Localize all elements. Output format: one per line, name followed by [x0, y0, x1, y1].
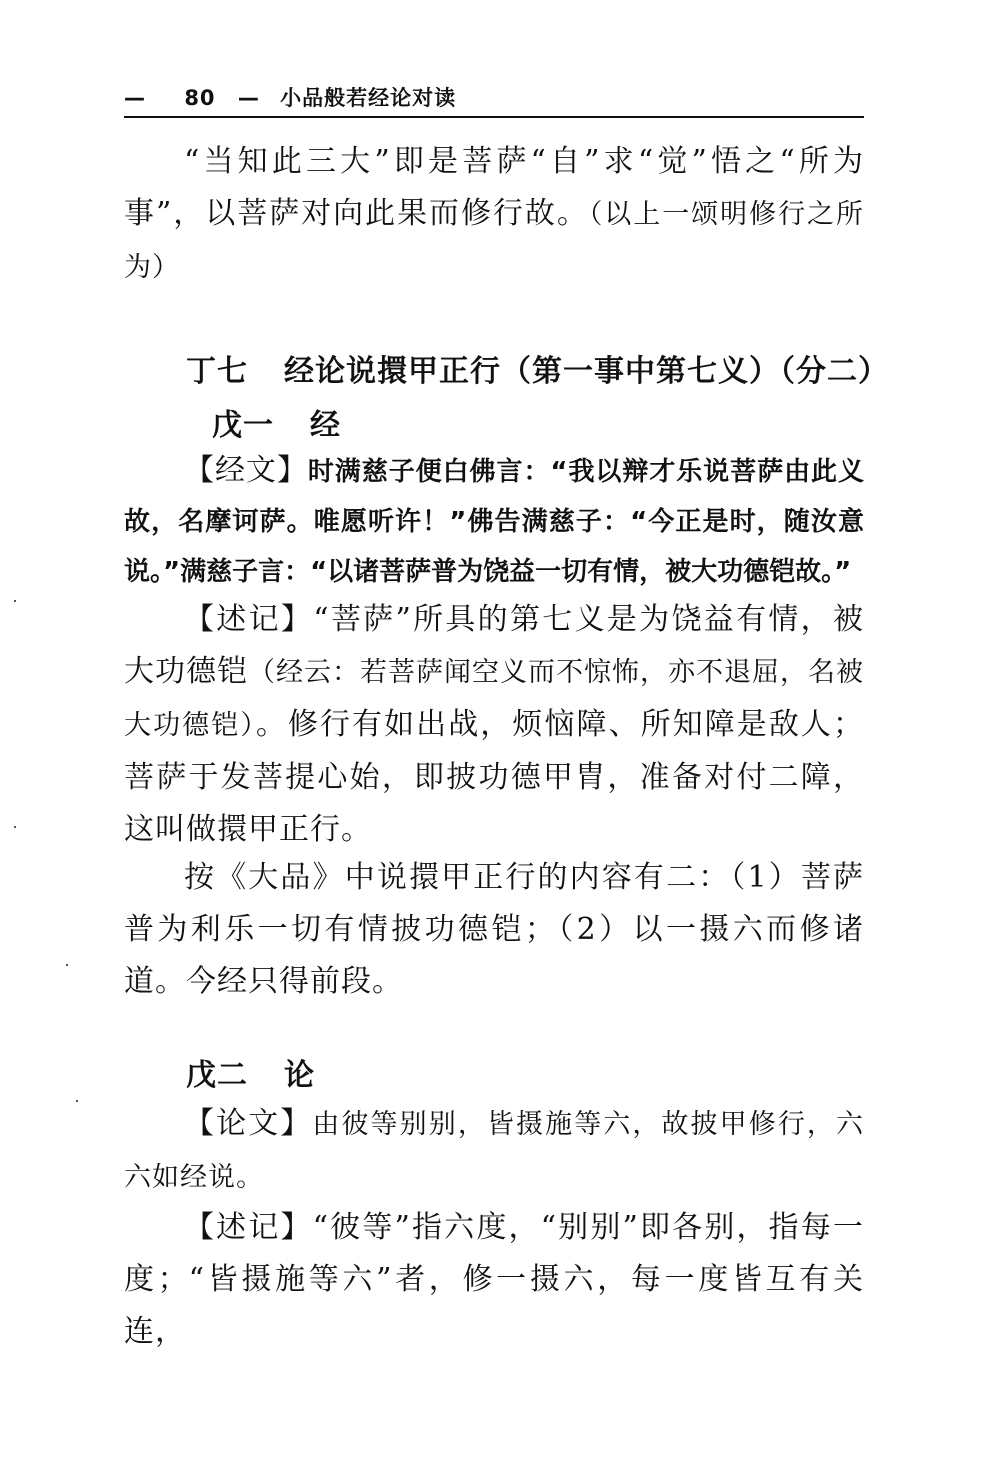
commentary-2-text: “彼等”指六度，“别别”即各别，指每一度；“皆摄施等六”者，修一摄六，每一度皆互有关连，: [124, 1210, 864, 1349]
paragraph-intro: [124, 136, 864, 294]
commentary-1-text-b: 。修行有如出战，烦恼障、所知障是敌人；菩萨于发菩提心始，即披功德甲胄，准备对付二障，这叫做擐甲正行。: [124, 707, 865, 847]
sutra-block: [124, 446, 864, 597]
header-dash-left: —: [124, 86, 146, 110]
section-heading-wu1-label: 戊一: [212, 408, 274, 443]
book-title: 小品般若经论对读: [280, 86, 457, 110]
commentary-block-1: [124, 594, 864, 856]
commentary-block-2: [124, 1202, 864, 1358]
treatise-text: 由彼等别别，皆摄施等六，故披甲修行，六六如经说。: [124, 1109, 865, 1193]
commentary-1-text-a: “菩萨”所具的第七义是为饶益有情，被大功德铠: [124, 602, 864, 689]
header-dash-right: —: [237, 86, 260, 110]
section-heading-ding7-label: 丁七: [186, 354, 248, 389]
sutra-tag: 【经文】: [184, 453, 308, 488]
paragraph-dapin: [124, 852, 864, 1008]
paragraph-dapin-text: 按《大品》中说擐甲正行的内容有二：（1）菩萨普为利乐一切有情披功德铠；（2）以一摄六而修诸道。今经只得前段。: [124, 860, 864, 999]
running-header: [124, 82, 864, 112]
section-heading-wu2-label: 戊二: [186, 1058, 248, 1093]
page-number: 80: [184, 86, 216, 110]
scan-speck: [14, 600, 16, 602]
commentary-2-tag: 【述记】: [184, 1210, 313, 1245]
treatise-block: [124, 1098, 864, 1204]
section-heading-ding7-title: 经论说擐甲正行（第一事中第七义）（分二）: [284, 354, 889, 389]
section-heading-wu1: [212, 400, 341, 444]
section-heading-wu2-title: 论: [284, 1058, 315, 1093]
scan-speck: [76, 1100, 78, 1102]
section-heading-wu1-title: 经: [310, 408, 341, 443]
sutra-text: 时满慈子便白佛言：“我以辩才乐说菩萨由此义故，名摩诃萨。唯愿听许！”佛告满慈子：“今正是时，随汝意说。”满慈子言：“以诸菩萨普为饶益一切有情，被大功德铠故。”: [124, 457, 865, 587]
treatise-tag: 【论文】: [184, 1106, 313, 1141]
scan-speck: [14, 826, 16, 828]
section-heading-wu2: [186, 1050, 315, 1094]
paragraph-intro-note: （以上一颂明修行之所为）: [124, 199, 864, 283]
paragraph-intro-text: “当知此三大”即是菩萨“自”求“觉”悟之“所为事”，以菩萨对向此果而修行故。: [124, 144, 864, 231]
commentary-1-note: （经云：若菩萨闻空义而不惊怖，亦不退屈，名被大功德铠）: [124, 657, 864, 741]
scan-speck: [66, 964, 68, 966]
commentary-1-tag: 【述记】: [184, 602, 314, 637]
header-rule: [124, 116, 864, 118]
section-heading-ding7: [186, 346, 889, 390]
